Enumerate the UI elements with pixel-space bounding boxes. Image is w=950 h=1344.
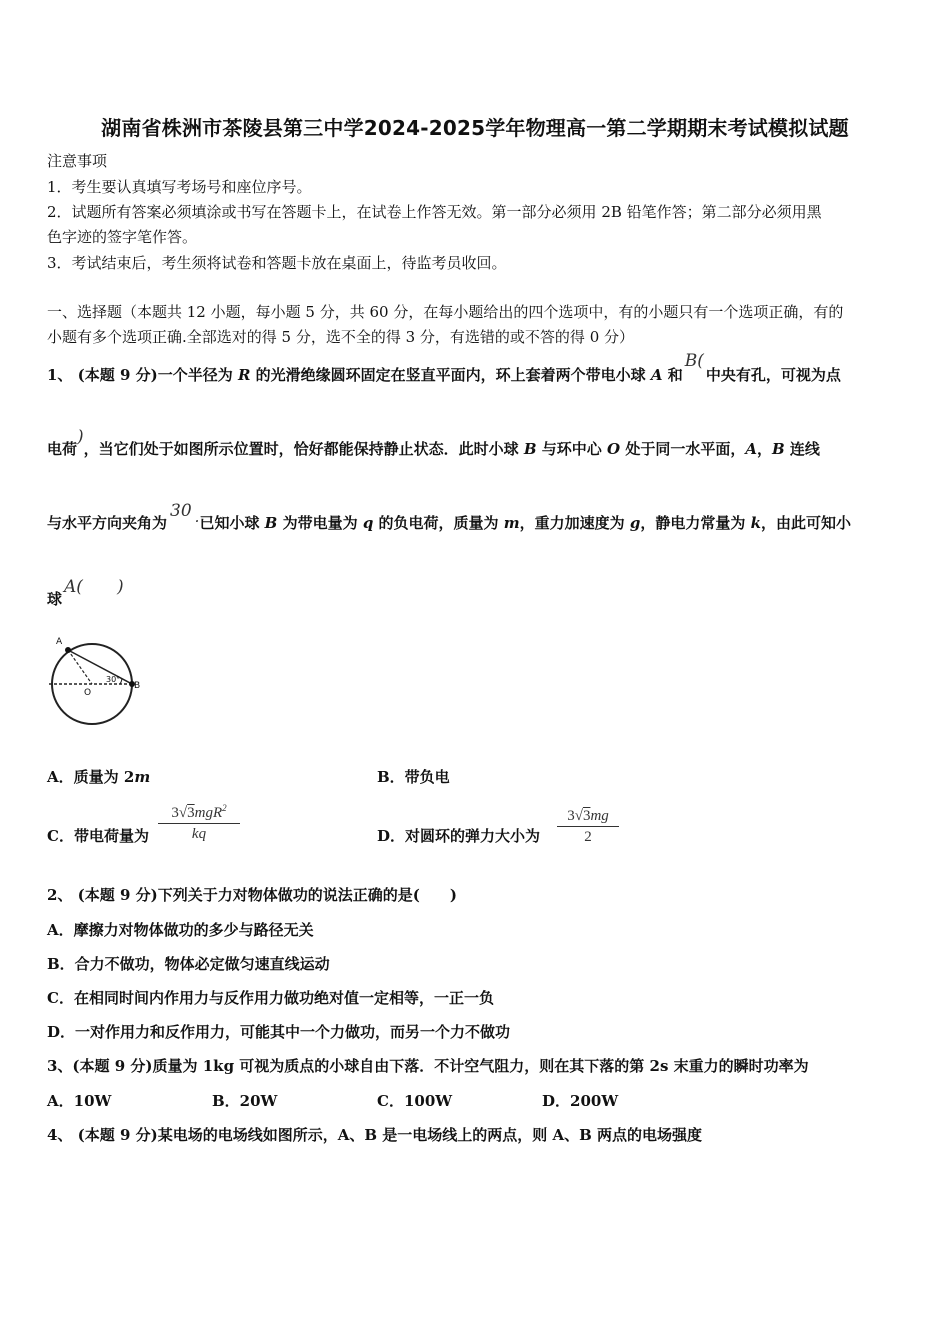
q1-answer-blank-close: ) xyxy=(116,577,124,597)
q1-line4 xyxy=(47,577,124,609)
q3-stem: 3、(本题 9 分)质量为 1kg 可视为质点的小球自由下落．不计空气阻力，则在其下落的第 2s 末重力的瞬时功率为 xyxy=(47,1057,809,1075)
q1-text: 的光滑绝缘圆环固定在竖直平面内，环上套着两个带电小球 xyxy=(250,366,651,384)
q1-text: 中央有孔，可视为点 xyxy=(705,366,841,384)
sqrt-value: 3 xyxy=(187,805,195,821)
q1-var-k: k xyxy=(750,514,762,532)
label-b: B xyxy=(134,681,141,691)
q1-line3 xyxy=(47,501,852,533)
q1-text: ，由此可知小 xyxy=(761,514,852,532)
q1-text: 与水平方向夹角为 xyxy=(47,514,168,532)
q3-option-d: D．200W xyxy=(542,1092,619,1110)
option-a-text: A．质量为 2 xyxy=(47,768,135,786)
q1-circle-figure xyxy=(44,630,144,730)
option-d-denominator: 2 xyxy=(584,829,592,845)
q1-text: 的负电荷，质量为 xyxy=(373,514,504,532)
q3-option-b: B．20W xyxy=(212,1092,278,1110)
q1-option-a xyxy=(47,767,150,787)
option-d-fraction xyxy=(557,808,619,846)
q1-text: ，重力加速度为 xyxy=(519,514,630,532)
q1-var-m: m xyxy=(503,514,520,532)
q1-text: 连线 xyxy=(784,440,820,458)
q1-text: 与环中心 xyxy=(536,440,608,458)
factor: mgR xyxy=(194,805,223,821)
option-d-numerator: 3√3mg xyxy=(557,808,619,827)
q1-text: ，静电力常量为 xyxy=(640,514,751,532)
q2-option-b: B．合力不做功，物体必定做匀速直线运动 xyxy=(47,955,330,973)
q1-paren: ) xyxy=(77,427,84,447)
q1-line2 xyxy=(47,427,820,459)
q1-text: 为带电量为 xyxy=(277,514,363,532)
q1-angle: 30 xyxy=(170,501,192,521)
q1-text: ，当它们处于如图所示位置时，恰好都能保持静止状态．此时小球 xyxy=(83,440,524,458)
q1-var-g: g xyxy=(629,514,641,532)
option-c-fraction xyxy=(158,803,240,843)
q1-var-B-paren: B( xyxy=(684,351,704,371)
section1-line2: 小题有多个选项正确.全部选对的得 5 分，选不全的得 3 分，有选错的或不答的得 0 分） xyxy=(47,328,635,346)
q1-option-d: D．对圆环的弹力大小为 xyxy=(377,827,541,845)
notice-item-3: 3．考试结束后，考生须将试卷和答题卡放在桌面上，待监考员收回。 xyxy=(47,254,507,272)
notice-item-2: 2．试题所有答案必须填涂或书写在答题卡上，在试卷上作答无效。第一部分必须用 2B 铅笔作答；第二部分必须用黑 xyxy=(47,203,822,221)
q1-var-B: B xyxy=(523,440,537,458)
q4-stem: 4、 (本题 9 分)某电场的电场线如图所示，A、B 是一电场线上的两点，则 A、B 两点的电场强度 xyxy=(47,1126,703,1144)
q1-var-A: A xyxy=(650,366,663,384)
q1-text: 和 xyxy=(662,366,683,384)
q1-var-A2: A xyxy=(745,440,757,458)
q1-option-c: C．带电荷量为 xyxy=(47,827,149,845)
q3-option-a: A．10W xyxy=(47,1092,112,1110)
q1-var-R: R xyxy=(237,366,251,384)
q1-text: 1、 (本题 9 分)一个半径为 xyxy=(47,366,238,384)
coef: 3 xyxy=(171,805,179,821)
radius-dashed-line xyxy=(68,650,92,684)
q2-option-c: C．在相同时间内作用力与反作用力做功绝对值一定相等，一正一负 xyxy=(47,989,494,1007)
option-c-numerator: 3√3mgR$^2$ xyxy=(158,803,240,824)
ball-a xyxy=(65,647,71,653)
exponent: 2 xyxy=(222,803,227,813)
coef: 3 xyxy=(567,808,575,824)
option-c-denominator: kq xyxy=(191,826,207,842)
q1-line1 xyxy=(47,351,841,385)
q1-var-q: q xyxy=(362,514,374,532)
section1-line1: 一、选择题（本题共 12 小题，每小题 5 分，共 60 分，在每小题给出的四个选项中，有的小题只有一个选项正确，有的 xyxy=(47,303,844,321)
q1-var-O: O xyxy=(607,440,621,458)
label-o: O xyxy=(84,688,92,698)
q2-stem: 2、 (本题 9 分)下列关于力对物体做功的说法正确的是( ) xyxy=(47,886,457,904)
option-a-var-m: m xyxy=(134,768,151,786)
q1-text: ， xyxy=(756,440,772,458)
q1-dot: · xyxy=(194,512,200,530)
notice-item-2-cont: 色字迹的签字笔作答。 xyxy=(47,228,198,246)
notice-heading: 注意事项 xyxy=(47,152,108,170)
q1-var-B3: B xyxy=(264,514,278,532)
q2-option-a: A．摩擦力对物体做功的多少与路径无关 xyxy=(47,921,314,939)
q3-option-c: C．100W xyxy=(377,1092,453,1110)
q2-option-d: D．一对作用力和反作用力，可能其中一个力做功，而另一个力不做功 xyxy=(47,1023,511,1041)
q1-var-B2: B xyxy=(772,440,785,458)
label-angle: 30° xyxy=(106,675,121,684)
exam-title: 湖南省株洲市茶陵县第三中学2024-2025学年物理高一第二学期期末考试模拟试题 xyxy=(101,116,849,140)
q1-text: 球 xyxy=(47,590,63,608)
q1-option-b: B．带负电 xyxy=(377,768,450,786)
q1-text: 电荷 xyxy=(47,440,78,458)
factor: mg xyxy=(590,808,609,824)
q1-answer-blank: A( xyxy=(64,577,83,597)
q1-text: 已知小球 xyxy=(199,514,265,532)
sqrt-value: 3 xyxy=(582,808,591,824)
notice-item-1: 1．考生要认真填写考场号和座位序号。 xyxy=(47,178,312,196)
label-a: A xyxy=(56,637,63,647)
q1-text: 处于同一水平面， xyxy=(620,440,746,458)
